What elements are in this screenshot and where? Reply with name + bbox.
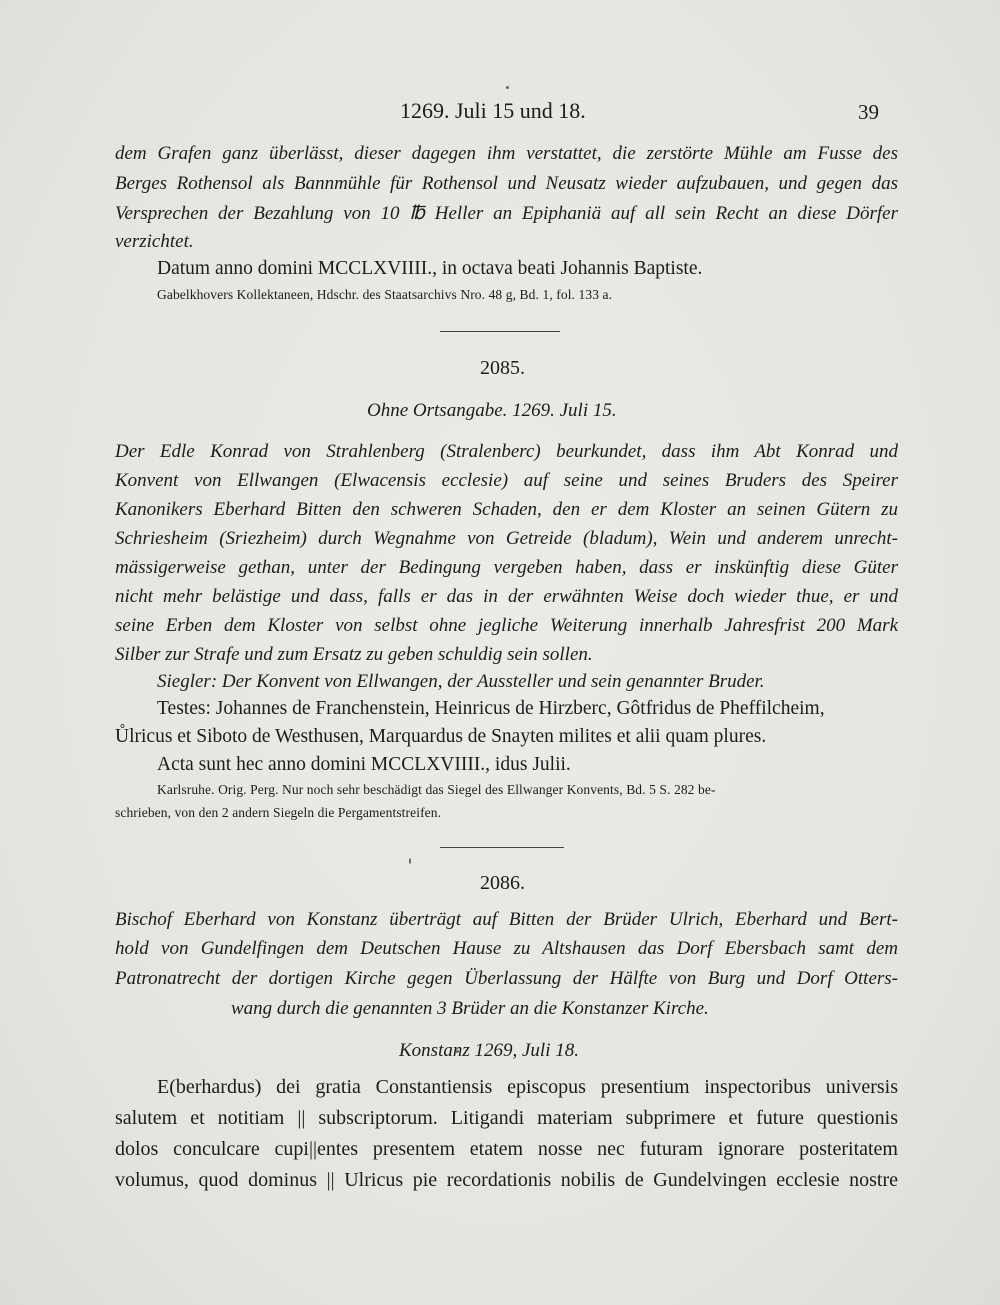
- regest-line: hold von Gundelfingen dem Deutschen Hause zu Altshausen das Dorf Ebersbach samt dem: [115, 938, 898, 959]
- regest-line: nicht mehr belästige und dass, falls er das in der erwähnten Weise doch wieder thue, er und: [115, 586, 898, 607]
- regest-line: mässigerweise gethan, unter der Bedingung vergeben haben, dass er inskünftig diese Güter: [115, 557, 898, 578]
- page-number: 39: [858, 100, 879, 124]
- intro-line: verzichtet.: [115, 231, 194, 252]
- intro-line: dem Grafen ganz überlässt, dieser dagegen ihm verstattet, die zerstörte Mühle am Fusse des: [115, 143, 898, 164]
- text-line: volumus, quod dominus || Ulricus pie recordationis nobilis de Gundelvingen ecclesie nostre: [115, 1169, 898, 1191]
- intro-line: Berges Rothensol als Bannmühle für Rothensol und Neusatz wieder aufzubauen, und gegen das: [115, 173, 898, 194]
- section-divider: [440, 847, 564, 848]
- entry-number: 2085.: [480, 357, 525, 379]
- place-date: Konstanz 1269, Juli 18.: [399, 1040, 579, 1061]
- datum-line: Datum anno domini MCCLXVIIII., in octava beati Johannis Baptiste.: [157, 258, 703, 279]
- regest-line: seine Erben dem Kloster von selbst ohne jegliche Weiterung innerhalb Jahresfrist 200 Mark: [115, 615, 898, 636]
- text-line: salutem et notitiam || subscriptorum. Litigandi materiam subprimere et future questionis: [115, 1107, 898, 1129]
- regest-line: Patronatrecht der dortigen Kirche gegen Überlassung der Hälfte von Burg und Dorf Otters-: [115, 968, 898, 989]
- print-speck: [506, 86, 509, 89]
- source-note: Gabelkhovers Kollektaneen, Hdschr. des Staatsarchivs Nro. 48 g, Bd. 1, fol. 133 a.: [157, 287, 613, 302]
- section-divider: [440, 331, 560, 332]
- regest-line: Der Edle Konrad von Strahlenberg (Stralenberc) beurkundet, dass ihm Abt Konrad und: [115, 441, 898, 462]
- archive-note: schrieben, von den 2 andern Siegeln die Pergamentstreifen.: [115, 805, 442, 820]
- place-date: Ohne Ortsangabe. 1269. Juli 15.: [367, 400, 617, 421]
- intro-line: Versprechen der Bezahlung von 10 ℔ Heller an Epiphaniä auf all sein Recht an diese Dörfer: [115, 203, 898, 224]
- text-line: E(berhardus) dei gratia Constantiensis episcopus presentium inspectoribus universis: [157, 1076, 898, 1098]
- running-title: 1269. Juli 15 und 18.: [400, 98, 586, 123]
- siegler-line: Siegler: Der Konvent von Ellwangen, der Aussteller und sein genannter Bruder.: [157, 671, 765, 692]
- regest-line: Bischof Eberhard von Konstanz überträgt auf Bitten der Brüder Ulrich, Eberhard und Bert-: [115, 909, 898, 930]
- regest-line: Schriesheim (Sriezheim) durch Wegnahme von Getreide (bladum), Wein und anderem unrecht-: [115, 528, 898, 549]
- print-speck: [409, 858, 411, 864]
- regest-line: wang durch die genannten 3 Brüder an die Konstanzer Kirche.: [231, 998, 709, 1019]
- regest-line: Silber zur Strafe und zum Ersatz zu geben schuldig sein sollen.: [115, 644, 593, 665]
- testes-line: Ůlricus et Siboto de Westhusen, Marquardus de Snayten milites et alii quam plures.: [115, 726, 767, 747]
- regest-line: Kanonikers Eberhard Bitten den schweren Schaden, den er dem Kloster an seinen Gütern zu: [115, 499, 898, 520]
- text-line: dolos conculcare cupi||entes presentem etatem nosse nec futuram ignorare posteritatem: [115, 1138, 898, 1160]
- regest-line: Konvent von Ellwangen (Elwacensis ecclesie) auf seine und seines Bruders des Speirer: [115, 470, 898, 491]
- entry-number: 2086.: [480, 872, 525, 894]
- acta-line: Acta sunt hec anno domini MCCLXVIIII., idus Julii.: [157, 754, 571, 775]
- testes-line: Testes: Johannes de Franchenstein, Heinricus de Hirzberc, Gôtfridus de Pheffilcheim,: [157, 698, 825, 719]
- archive-note: Karlsruhe. Orig. Perg. Nur noch sehr beschädigt das Siegel des Ellwanger Konvents, Bd. 5 S. 282 be-: [157, 782, 716, 797]
